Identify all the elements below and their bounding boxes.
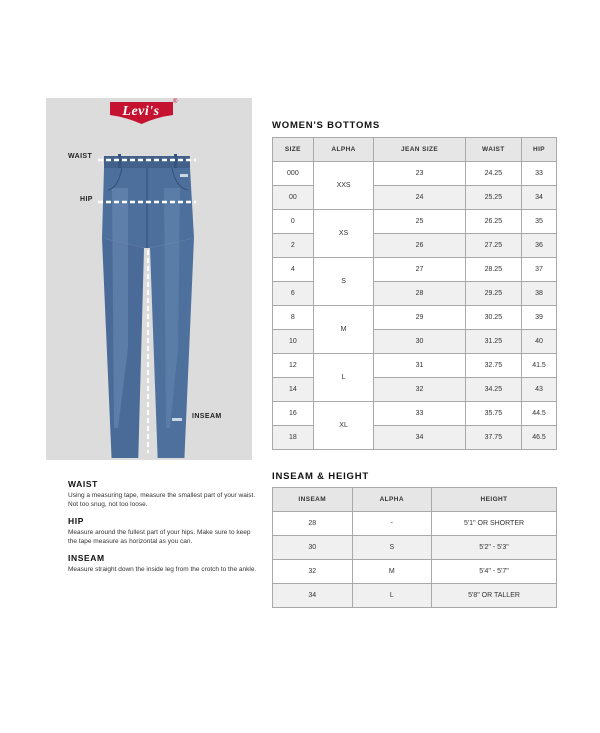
table-row xyxy=(273,210,557,234)
size-cell: 18 xyxy=(273,426,314,450)
hip-cell: 33 xyxy=(522,162,557,186)
jean-size-cell: 27 xyxy=(374,258,465,282)
inseam-cell: 32 xyxy=(273,560,353,584)
jeans-illustration-panel xyxy=(46,98,252,460)
table-row xyxy=(273,536,557,560)
size-cell: 8 xyxy=(273,306,314,330)
hip-cell: 41.5 xyxy=(522,354,557,378)
jean-size-cell: 24 xyxy=(374,186,465,210)
legend-waist xyxy=(68,479,258,509)
waist-cell: 24.25 xyxy=(465,162,521,186)
alpha-cell: XL xyxy=(313,402,374,450)
waist-cell: 30.25 xyxy=(465,306,521,330)
size-cell: 10 xyxy=(273,330,314,354)
inseam-height-table xyxy=(272,487,557,608)
header-size: SIZE xyxy=(273,138,314,162)
womens-bottoms-title: WOMEN'S BOTTOMS xyxy=(272,120,381,131)
hip-cell: 39 xyxy=(522,306,557,330)
jean-size-cell: 34 xyxy=(374,426,465,450)
waist-cell: 34.25 xyxy=(465,378,521,402)
legend-waist-title: WAIST xyxy=(68,479,98,489)
header-alpha: ALPHA xyxy=(352,488,432,512)
height-cell: 5'1" OR SHORTER xyxy=(432,512,557,536)
hip-label: HIP xyxy=(80,196,93,203)
header-inseam: INSEAM xyxy=(273,488,353,512)
hip-cell: 36 xyxy=(522,234,557,258)
size-cell: 00 xyxy=(273,186,314,210)
waist-cell: 25.25 xyxy=(465,186,521,210)
alpha-cell: M xyxy=(313,306,374,354)
size-cell: 14 xyxy=(273,378,314,402)
legend-waist-text: Using a measuring tape, measure the smallest part of your waist. Not too snug, not too loose. xyxy=(68,492,256,508)
jean-size-cell: 32 xyxy=(374,378,465,402)
jean-size-cell: 29 xyxy=(374,306,465,330)
legend-hip-text: Measure around the fullest part of your hips. Make sure to keep the tape measure as horizontal as you can. xyxy=(68,529,251,545)
alpha-cell: S xyxy=(313,258,374,306)
hip-cell: 35 xyxy=(522,210,557,234)
size-cell: 000 xyxy=(273,162,314,186)
jean-size-cell: 28 xyxy=(374,282,465,306)
jean-size-cell: 26 xyxy=(374,234,465,258)
waist-cell: 28.25 xyxy=(465,258,521,282)
alpha-cell: M xyxy=(352,560,432,584)
table-row xyxy=(273,306,557,330)
table-row xyxy=(273,402,557,426)
jean-size-cell: 23 xyxy=(374,162,465,186)
hip-cell: 44.5 xyxy=(522,402,557,426)
waist-cell: 27.25 xyxy=(465,234,521,258)
table-row xyxy=(273,258,557,282)
jean-size-cell: 33 xyxy=(374,402,465,426)
alpha-cell: S xyxy=(352,536,432,560)
height-cell: 5'2" - 5'3" xyxy=(432,536,557,560)
legend-hip-title: HIP xyxy=(68,516,84,526)
womens-bottoms-table xyxy=(272,137,557,450)
size-cell: 0 xyxy=(273,210,314,234)
alpha-cell: L xyxy=(313,354,374,402)
size-cell: 2 xyxy=(273,234,314,258)
alpha-cell: XXS xyxy=(313,162,374,210)
table-row xyxy=(273,560,557,584)
waist-cell: 31.25 xyxy=(465,330,521,354)
table-header-row xyxy=(273,488,557,512)
legend-hip xyxy=(68,516,258,546)
hip-cell: 43 xyxy=(522,378,557,402)
waist-label: WAIST xyxy=(68,153,93,160)
inseam-height-title: INSEAM & HEIGHT xyxy=(272,471,369,482)
size-cell: 6 xyxy=(273,282,314,306)
levis-logo xyxy=(109,101,179,125)
waist-cell: 35.75 xyxy=(465,402,521,426)
height-cell: 5'8" OR TALLER xyxy=(432,584,557,608)
hip-cell: 37 xyxy=(522,258,557,282)
legend-inseam xyxy=(68,553,258,574)
alpha-cell: L xyxy=(352,584,432,608)
jean-size-cell: 30 xyxy=(374,330,465,354)
size-cell: 16 xyxy=(273,402,314,426)
hip-cell: 38 xyxy=(522,282,557,306)
registered-mark: ® xyxy=(173,99,178,105)
hip-cell: 46.5 xyxy=(522,426,557,450)
inseam-label: INSEAM xyxy=(192,413,222,420)
header-waist: WAIST xyxy=(465,138,521,162)
size-cell: 12 xyxy=(273,354,314,378)
table-row xyxy=(273,584,557,608)
jean-size-cell: 25 xyxy=(374,210,465,234)
height-cell: 5'4" - 5'7" xyxy=(432,560,557,584)
jeans-image xyxy=(98,128,198,458)
jean-size-cell: 31 xyxy=(374,354,465,378)
legend-inseam-text: Measure straight down the inside leg from the crotch to the ankle. xyxy=(68,566,257,573)
table-row xyxy=(273,512,557,536)
size-cell: 4 xyxy=(273,258,314,282)
header-hip: HIP xyxy=(522,138,557,162)
table-row xyxy=(273,162,557,186)
alpha-cell: - xyxy=(352,512,432,536)
waist-cell: 32.75 xyxy=(465,354,521,378)
logo-text: Levi's xyxy=(122,104,160,119)
inseam-cell: 28 xyxy=(273,512,353,536)
waist-cell: 37.75 xyxy=(465,426,521,450)
waist-cell: 29.25 xyxy=(465,282,521,306)
table-header-row xyxy=(273,138,557,162)
header-alpha: ALPHA xyxy=(313,138,374,162)
header-height: HEIGHT xyxy=(432,488,557,512)
inseam-cell: 34 xyxy=(273,584,353,608)
header-jean-size: JEAN SIZE xyxy=(374,138,465,162)
table-row xyxy=(273,354,557,378)
legend-inseam-title: INSEAM xyxy=(68,553,105,563)
hip-cell: 34 xyxy=(522,186,557,210)
hip-cell: 40 xyxy=(522,330,557,354)
inseam-cell: 30 xyxy=(273,536,353,560)
alpha-cell: XS xyxy=(313,210,374,258)
waist-cell: 26.25 xyxy=(465,210,521,234)
